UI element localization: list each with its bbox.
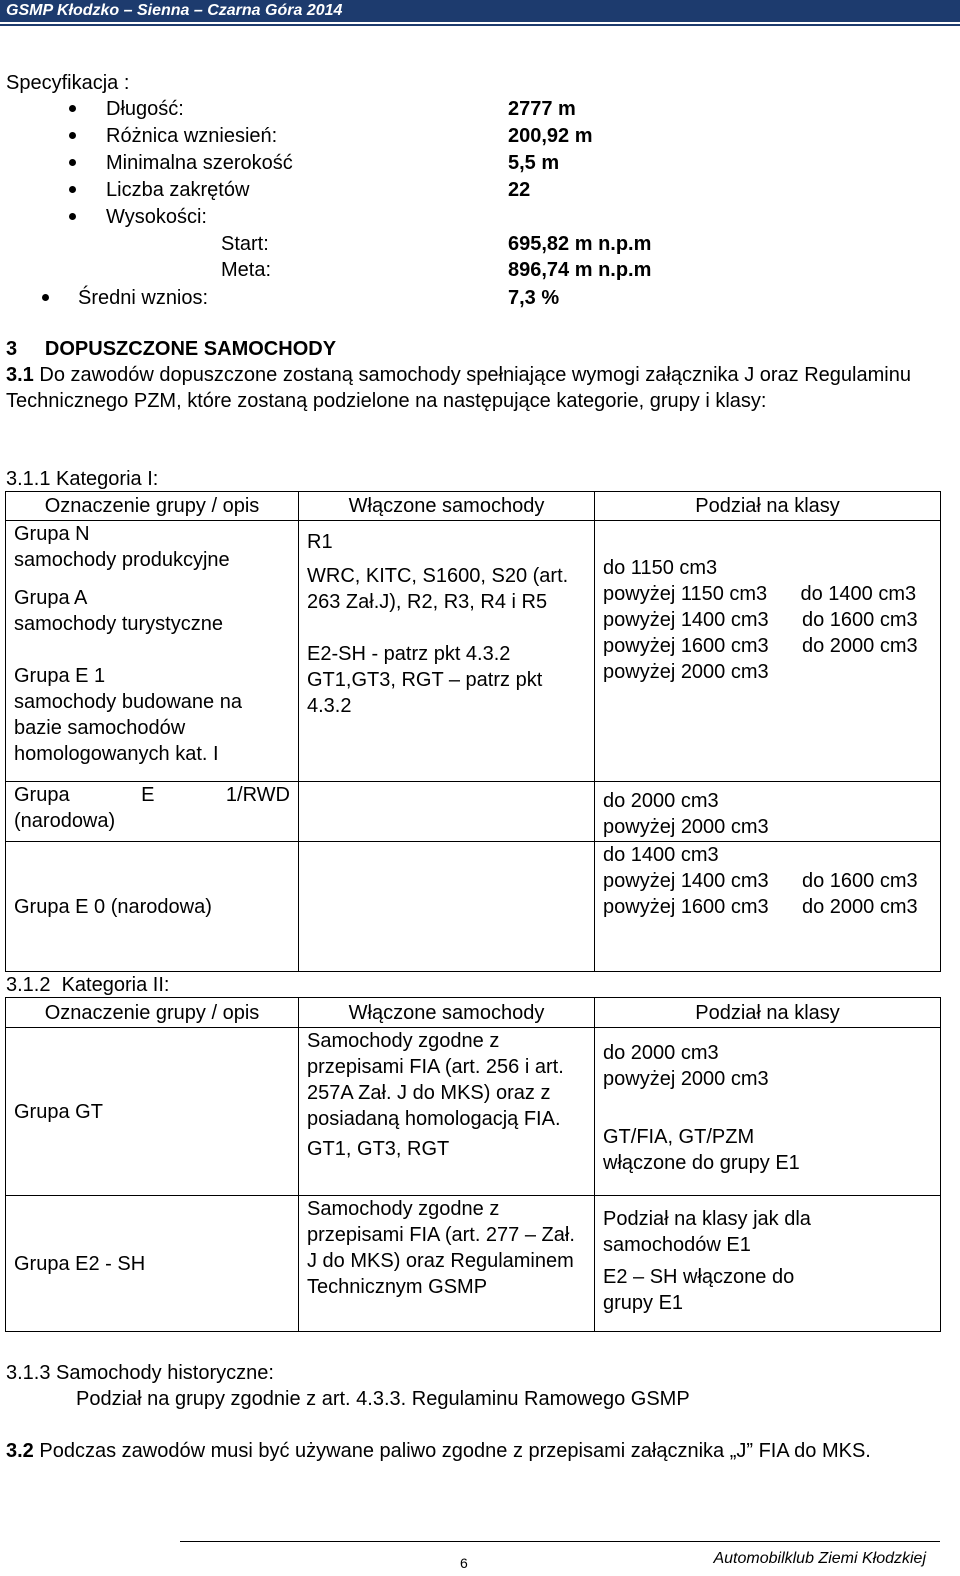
table-header-row xyxy=(6,998,941,1028)
spec-min-width-label: Minimalna szerokość xyxy=(106,152,293,174)
group-a-name: Grupa A xyxy=(14,587,88,609)
bullet-icon xyxy=(69,132,76,139)
spec-turns-label: Liczba zakrętów xyxy=(106,179,250,201)
spec-avg-gradient-label: Średni wznios: xyxy=(78,287,209,309)
paragraph-3-1-number: 3.1 xyxy=(6,364,34,386)
table-header-row xyxy=(6,492,941,521)
cars-gt: GT1,GT3, RGT – patrz pkt 4.3.2 xyxy=(307,669,543,717)
class-item: powyżej 1150 cm3 do 1400 cm3 xyxy=(603,583,917,605)
classes-cell xyxy=(595,1028,941,1196)
class-item: do 1400 cm3 xyxy=(603,844,719,866)
category-2-heading: 3.1.2 Kategoria II: xyxy=(6,974,170,996)
spec-finish-value: 896,74 m n.p.m xyxy=(508,259,652,281)
group-a-desc: samochody turystyczne xyxy=(14,613,223,635)
bullet-icon xyxy=(69,213,76,220)
group-e1-name: Grupa E 1 xyxy=(14,665,106,687)
spec-min-width-value: 5,5 m xyxy=(508,152,560,174)
table-row xyxy=(6,1196,941,1332)
paragraph-3-1 xyxy=(6,362,941,414)
gt-cars: Samochody zgodne z przepisami FIA (art. 256 i art. 257A Zał. J do MKS) oraz z posiadaną homologacją FIA. xyxy=(307,1030,564,1130)
category-2-table xyxy=(5,997,941,1332)
spec-elevation-diff-label: Różnica wzniesień: xyxy=(106,125,278,147)
column-header-group: Oznaczenie grupy / opis xyxy=(6,492,299,521)
class-item: powyżej 1400 cm3 do 1600 cm3 xyxy=(603,609,918,631)
spec-elevation-diff-value: 200,92 m xyxy=(508,125,593,147)
classes-cell xyxy=(595,521,941,782)
historic-cars-heading: 3.1.3 Samochody historyczne: xyxy=(6,1362,274,1384)
bullet-icon xyxy=(69,105,76,112)
header-divider xyxy=(0,24,960,26)
table-row xyxy=(6,842,941,972)
column-header-group: Oznaczenie grupy / opis xyxy=(6,998,299,1028)
class-item: powyżej 2000 cm3 xyxy=(603,816,769,838)
table-row xyxy=(6,1028,941,1196)
category-1-heading: 3.1.1 Kategoria I: xyxy=(6,468,159,490)
classes-cell xyxy=(595,782,941,842)
spec-length-value: 2777 m xyxy=(508,98,576,120)
paragraph-3-2 xyxy=(6,1438,931,1464)
spec-turns-value: 22 xyxy=(508,179,531,201)
bullet-icon xyxy=(69,186,76,193)
column-header-cars: Włączone samochody xyxy=(299,998,595,1028)
cars-e2sh: E2-SH - patrz pkt 4.3.2 xyxy=(307,643,511,665)
class-item: powyżej 2000 cm3 xyxy=(603,661,769,683)
group-e0-name: Grupa E 0 (narodowa) xyxy=(6,842,299,972)
group-gt-name: Grupa GT xyxy=(6,1028,299,1196)
gt-classes-note: GT/FIA, GT/PZM włączone do grupy E1 xyxy=(603,1126,800,1174)
spec-length-label: Długość: xyxy=(106,98,184,120)
bullet-icon xyxy=(42,294,49,301)
column-header-classes: Podział na klasy xyxy=(595,998,941,1028)
cars-r1: R1 xyxy=(307,531,333,553)
group-cell xyxy=(6,521,299,782)
cars-cell xyxy=(299,521,595,782)
table-row xyxy=(6,521,941,782)
paragraph-3-2-number: 3.2 xyxy=(6,1440,34,1462)
class-item: do 1150 cm3 xyxy=(603,557,718,579)
table-row xyxy=(6,782,941,842)
e2sh-classes-note: E2 – SH włączone do grupy E1 xyxy=(603,1266,795,1314)
column-header-cars: Włączone samochody xyxy=(299,492,595,521)
document-header-title: GSMP Kłodzko – Sienna – Czarna Góra 2014 xyxy=(0,0,960,22)
class-item: powyżej 1600 cm3 do 2000 cm3 xyxy=(603,896,918,918)
class-item: powyżej 2000 cm3 xyxy=(603,1068,769,1090)
class-item: powyżej 1600 cm3 do 2000 cm3 xyxy=(603,635,918,657)
classes-cell xyxy=(595,842,941,972)
column-header-classes: Podział na klasy xyxy=(595,492,941,521)
group-n-desc: samochody produkcyjne xyxy=(14,549,230,571)
spec-heights-label: Wysokości: xyxy=(106,206,207,228)
historic-cars-text: Podział na grupy zgodnie z art. 4.3.3. Regulaminu Ramowego GSMP xyxy=(76,1388,690,1410)
footer-divider xyxy=(180,1541,940,1542)
classes-cell xyxy=(595,1196,941,1332)
e2sh-cars: Samochody zgodne z przepisami FIA (art. 277 – Zał. J do MKS) oraz Regulaminem Technicznym GSMP xyxy=(307,1198,575,1298)
class-item: powyżej 1400 cm3 do 1600 cm3 xyxy=(603,870,918,892)
cars-cell xyxy=(299,1196,595,1332)
spec-start-value: 695,82 m n.p.m xyxy=(508,233,652,255)
group-e1-rwd-name: Grupa E 1/RWD (narodowa) xyxy=(6,782,299,842)
section-3-heading: 3 DOPUSZCZONE SAMOCHODY xyxy=(6,338,337,360)
spec-avg-gradient-value: 7,3 % xyxy=(508,287,560,309)
paragraph-3-1-text: Do zawodów dopuszczone zostaną samochody spełniające wymogi załącznika J oraz Regulaminu Technicznego PZM, które zostaną podzielone na następujące kategorie, grupy i klasy: xyxy=(6,364,911,412)
class-item: do 2000 cm3 xyxy=(603,1042,719,1064)
paragraph-3-2-text: Podczas zawodów musi być używane paliwo zgodne z przepisami załącznika „J” FIA do MKS. xyxy=(33,1440,871,1462)
group-e2sh-name: Grupa E2 - SH xyxy=(6,1196,299,1332)
group-e1-desc: samochody budowane na bazie samochodów homologowanych kat. I xyxy=(14,691,242,765)
bullet-icon xyxy=(69,159,76,166)
spec-heading: Specyfikacja : xyxy=(6,72,130,94)
e2sh-classes: Podział na klasy jak dla samochodów E1 xyxy=(603,1208,811,1256)
spec-finish-label: Meta: xyxy=(221,259,272,281)
category-1-table xyxy=(5,491,941,972)
page-number: 6 xyxy=(460,1555,468,1571)
footer-organization: Automobilklub Ziemi Kłodzkiej xyxy=(713,1550,926,1567)
cars-cell xyxy=(299,1028,595,1196)
spec-start-label: Start: xyxy=(221,233,269,255)
cars-cell-empty xyxy=(299,782,595,842)
cars-wrc: WRC, KITC, S1600, S20 (art. 263 Zał.J), R2, R3, R4 i R5 xyxy=(307,565,569,613)
gt-cars-list: GT1, GT3, RGT xyxy=(307,1138,450,1160)
cars-cell-empty xyxy=(299,842,595,972)
class-item: do 2000 cm3 xyxy=(603,790,719,812)
group-n-name: Grupa N xyxy=(14,523,90,545)
